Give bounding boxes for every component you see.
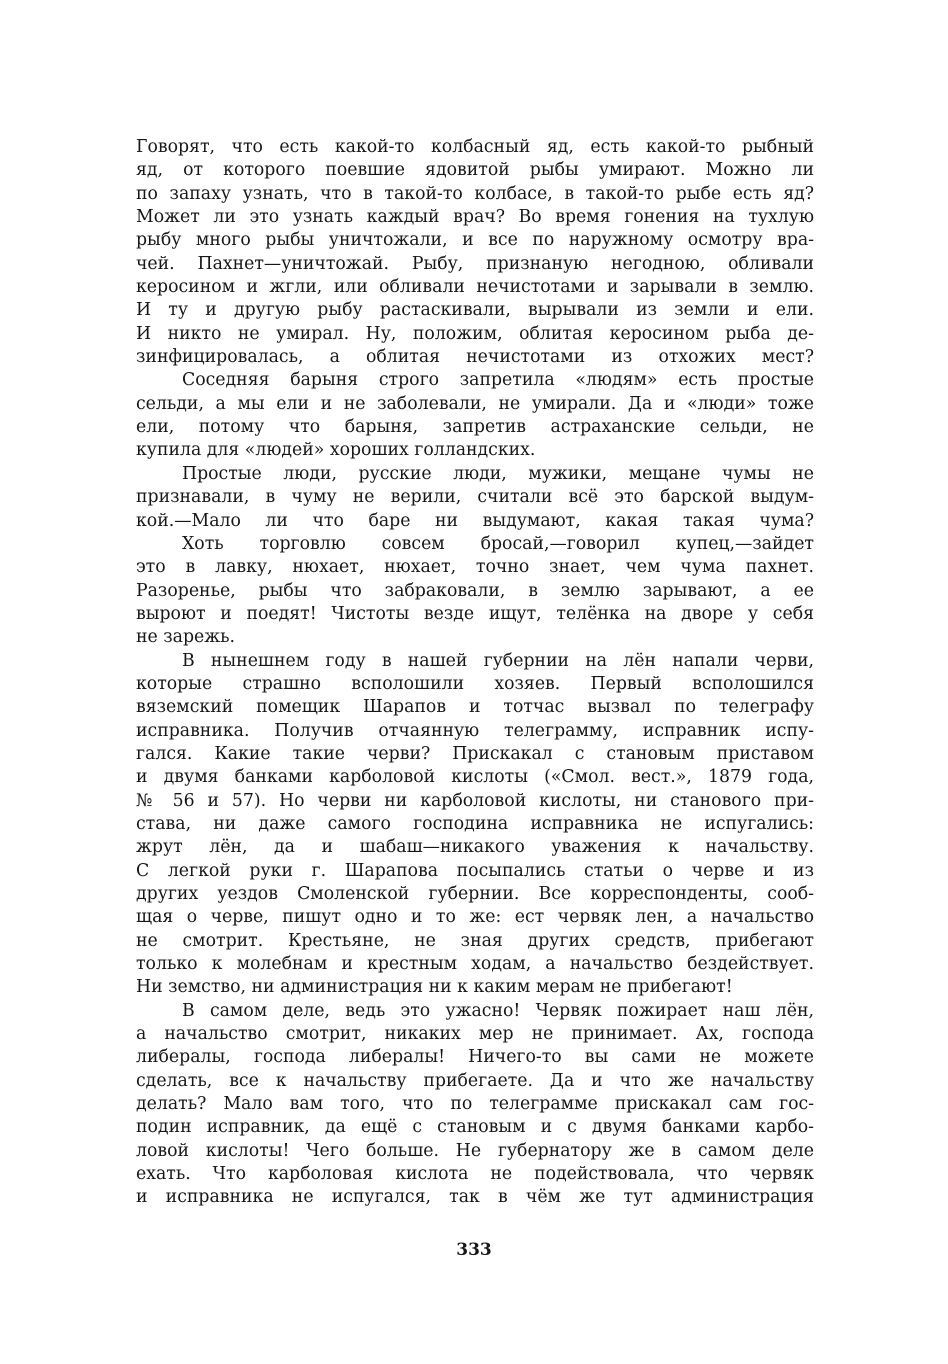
text-line: вяземский помещик Шарапов и тотчас вызвал по телеграфу [136,697,814,718]
text-line: чей. Пахнет—уничтожай. Рыбу, признаную негодною, обливали [136,253,814,274]
text-line: исправника. Получив отчаянную телеграмму, исправник испу- [136,720,814,741]
text-line: ели, потому что барыня, запретив астраханские сельди, не [136,417,814,438]
text-line: рыбу много рыбы уничтожали, и все по наружному осмотру вра- [136,230,814,251]
text-line: яд, от которого поевшие ядовитой рыбы умирают. Можно ли [136,160,814,181]
text-line: Говорят, что есть какой-то колбасный яд, есть какой-то рыбный [136,137,814,157]
text-line: признавали, в чуму не верили, считали всё это барской выдум- [136,487,814,508]
text-line: не зарежь. [136,627,236,648]
text-line: И никто не умирал. Ну, положим, облитая керосином рыба де- [136,323,814,344]
text-line: по запаху узнать, что в такой-то колбасе, в такой-то рыбе есть яд? [136,183,814,204]
text-line: жрут лён, да и шабаш—никакого уважения к начальству. [136,837,814,858]
page-number: 333 [456,1240,492,1260]
text-line: других уездов Смоленской губернии. Все корреспонденты, сооб- [136,884,814,904]
text-line: става, ни даже самого господина исправника не испугались: [136,813,814,834]
text-line: ловой кислоты! Чего больше. Не губернатору же в самом деле [136,1140,814,1161]
text-line: и исправника не испугался, так в чём же тут администрация [136,1187,814,1208]
text-line: В нынешнем году в нашей губернии на лён напали черви, [182,650,814,671]
text-line: сельди, а мы ели и не заболевали, не умирали. Да и «люди» тоже [136,393,814,414]
text-line: Может ли это узнать каждый врач? Во время гонения на тухлую [136,207,814,228]
text-line: Соседняя барыня строго запретила «людям» есть простые [182,370,814,391]
text-line: купила для «людей» хороших голландских. [136,440,536,461]
text-line: не смотрит. Крестьяне, не зная других средств, прибегают [136,930,814,951]
text-line: подин исправник, да ещё с становым и с двумя банками карбо- [136,1117,814,1138]
text-line: И ту и другую рыбу растаскивали, вырывали из земли и ели. [136,300,814,321]
text-line: № 56 и 57). Но черви ни карболовой кислоты, ни станового при- [136,790,814,811]
text-line: а начальство смотрит, никаких мер не принимает. Ах, господа [136,1024,814,1045]
text-line: сделать, все к начальству прибегаете. Да и что же начальству [136,1070,814,1091]
text-line: зинфицировалась, а облитая нечистотами из отхожих мест? [136,347,814,368]
text-line: выроют и поедят! Чистоты везде ищут, телёнка на дворе у себя [136,603,814,624]
text-line: только к молебнам и крестным ходам, а начальство бездействует. [136,954,814,975]
text-line: Хоть торговлю совсем бросай,—говорил купец,—зайдет [182,533,814,554]
body-text [136,136,814,1210]
text-line: Простые люди, русские люди, мужики, мещане чумы не [182,463,814,484]
text-line: керосином и жгли, или обливали нечистотами и зарывали в землю. [136,277,814,298]
text-line: либералы, господа либералы! Ничего-то вы сами не можете [136,1047,814,1068]
text-line: В самом деле, ведь это ужасно! Червяк пожирает наш лён, [182,1000,814,1021]
text-line: Разоренье, рыбы что забраковали, в землю зарывают, а ее [136,580,814,601]
text-line: щая о черве, пишут одно и то же: ест червяк лен, а начальство [136,907,814,928]
text-line: это в лавку, нюхает, нюхает, точно знает, чем чума пахнет. [136,557,814,578]
text-line: С легкой руки г. Шарапова посыпались статьи о черве и из [136,860,814,881]
text-line: и двумя банками карболовой кислоты («Смол. вест.», 1879 года, [136,767,814,788]
text-line: Ни земство, ни администрация ни к каким мерам не прибегают! [136,977,733,998]
text-line: которые страшно всполошили хозяев. Первый всполошился [136,673,814,694]
text-line: кой.—Мало ли что баре ни выдумают, какая такая чума? [136,510,814,531]
text-line: ехать. Что карболовая кислота не подействовала, что червяк [136,1164,814,1185]
text-line: гался. Какие такие черви? Прискакал с становым приставом [136,743,814,764]
text-line: делать? Мало вам того, что по телеграмме прискакал сам гос- [136,1094,814,1115]
